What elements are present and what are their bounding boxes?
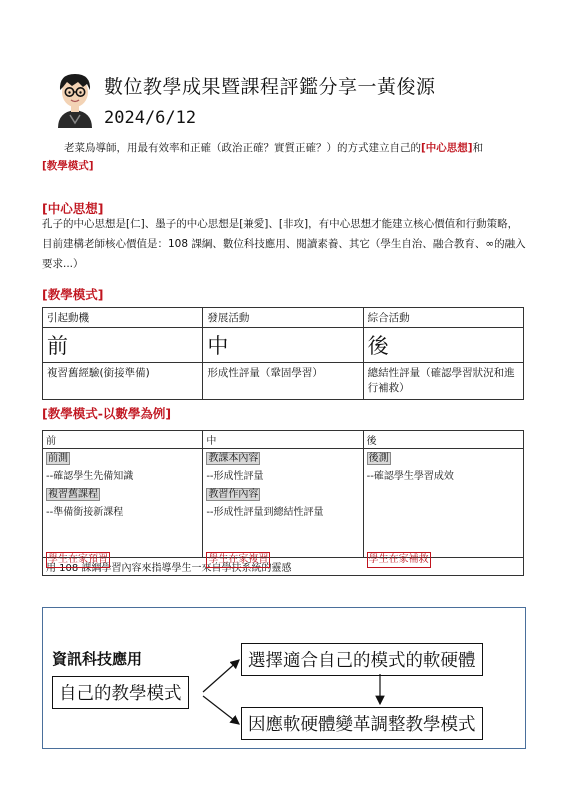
diagram-target-box: 選擇適合自己的模式的軟硬體 [241,643,483,676]
page-title: 數位教學成果暨課程評鑑分享一黃俊源 [104,76,436,98]
step-desc: --確認學生先備知識 [46,471,134,482]
mode-detail-cell: 形成性評量（鞏固學習） [203,363,363,400]
mode-detail-cell: 複習舊經驗(銜接準備) [43,363,203,400]
home-task-badge: 學生在家預習 [46,552,110,568]
step-label: 教習作內容 [208,489,259,500]
step-label: 前測 [48,453,68,464]
teaching-mode-table [42,307,524,400]
section-heading-core: [中心思想] [42,201,104,216]
mode-stage-cell: 前 [43,328,203,363]
mode-detail-cell: 總結性評量（確認學習狀況和進行補救） [363,363,523,400]
mode-header-cell: 發展活動 [203,308,363,328]
diagram-target-box: 因應軟硬體變革調整教學模式 [241,707,483,740]
mode-header-cell: 綜合活動 [363,308,523,328]
page-date: 2024/6/12 [104,108,197,128]
math-during-cell [203,449,363,565]
core-paragraph: 孔子的中心思想是[仁]、墨子的中心思想是[兼愛]、[非攻]，有中心思想才能建立核心價值和行動策略，目前建構老師核心價值是：108 課綱、數位科技應用、閱讀素養、其它（學生自治、融合教育、∞的融入要求...） [42,218,526,270]
intro-connector: 和 [472,142,484,154]
math-example-table [42,430,524,576]
intro-paragraph [42,139,527,175]
step-label: 複習舊課程 [48,489,98,500]
diagram-subtitle: 資訊科技應用 [52,650,143,668]
intro-highlight-mode: [教學模式] [42,160,94,172]
concept-diagram [42,607,526,749]
math-after-cell [363,449,523,565]
diagram-source-box: 自己的教學模式 [52,676,189,709]
step-label: 後測 [368,453,389,464]
home-task-badge: 學生在家複習 [206,552,270,568]
step-desc: --形成性評量到總結性評量 [206,507,324,518]
step-desc: --形成性評量 [206,471,264,482]
math-footer-cell: 用 108 課綱學習內容來指導學生一來自學扶系統的靈感 [43,558,524,576]
math-header-cell: 中 [203,431,363,449]
section-heading-mode: [教學模式] [42,287,104,302]
author-avatar [50,68,100,130]
intro-text: 老菜鳥導師，用最有效率和正確（政治正確？實質正確？）的方式建立自己的 [64,142,421,154]
intro-highlight-core: [中心思想] [421,142,473,154]
mode-stage-cell: 中 [203,328,363,363]
home-task-badge: 學生在家補救 [367,552,431,568]
section-heading-math: [教學模式-以數學為例] [42,406,172,421]
step-label: 教課本內容 [208,453,259,464]
mode-header-cell: 引起動機 [43,308,203,328]
step-desc: --準備銜接新課程 [46,507,124,518]
mode-stage-cell: 後 [363,328,523,363]
math-header-cell: 後 [363,431,523,449]
math-header-cell: 前 [43,431,203,449]
math-before-cell [43,449,203,565]
step-desc: --確認學生學習成效 [366,471,454,482]
